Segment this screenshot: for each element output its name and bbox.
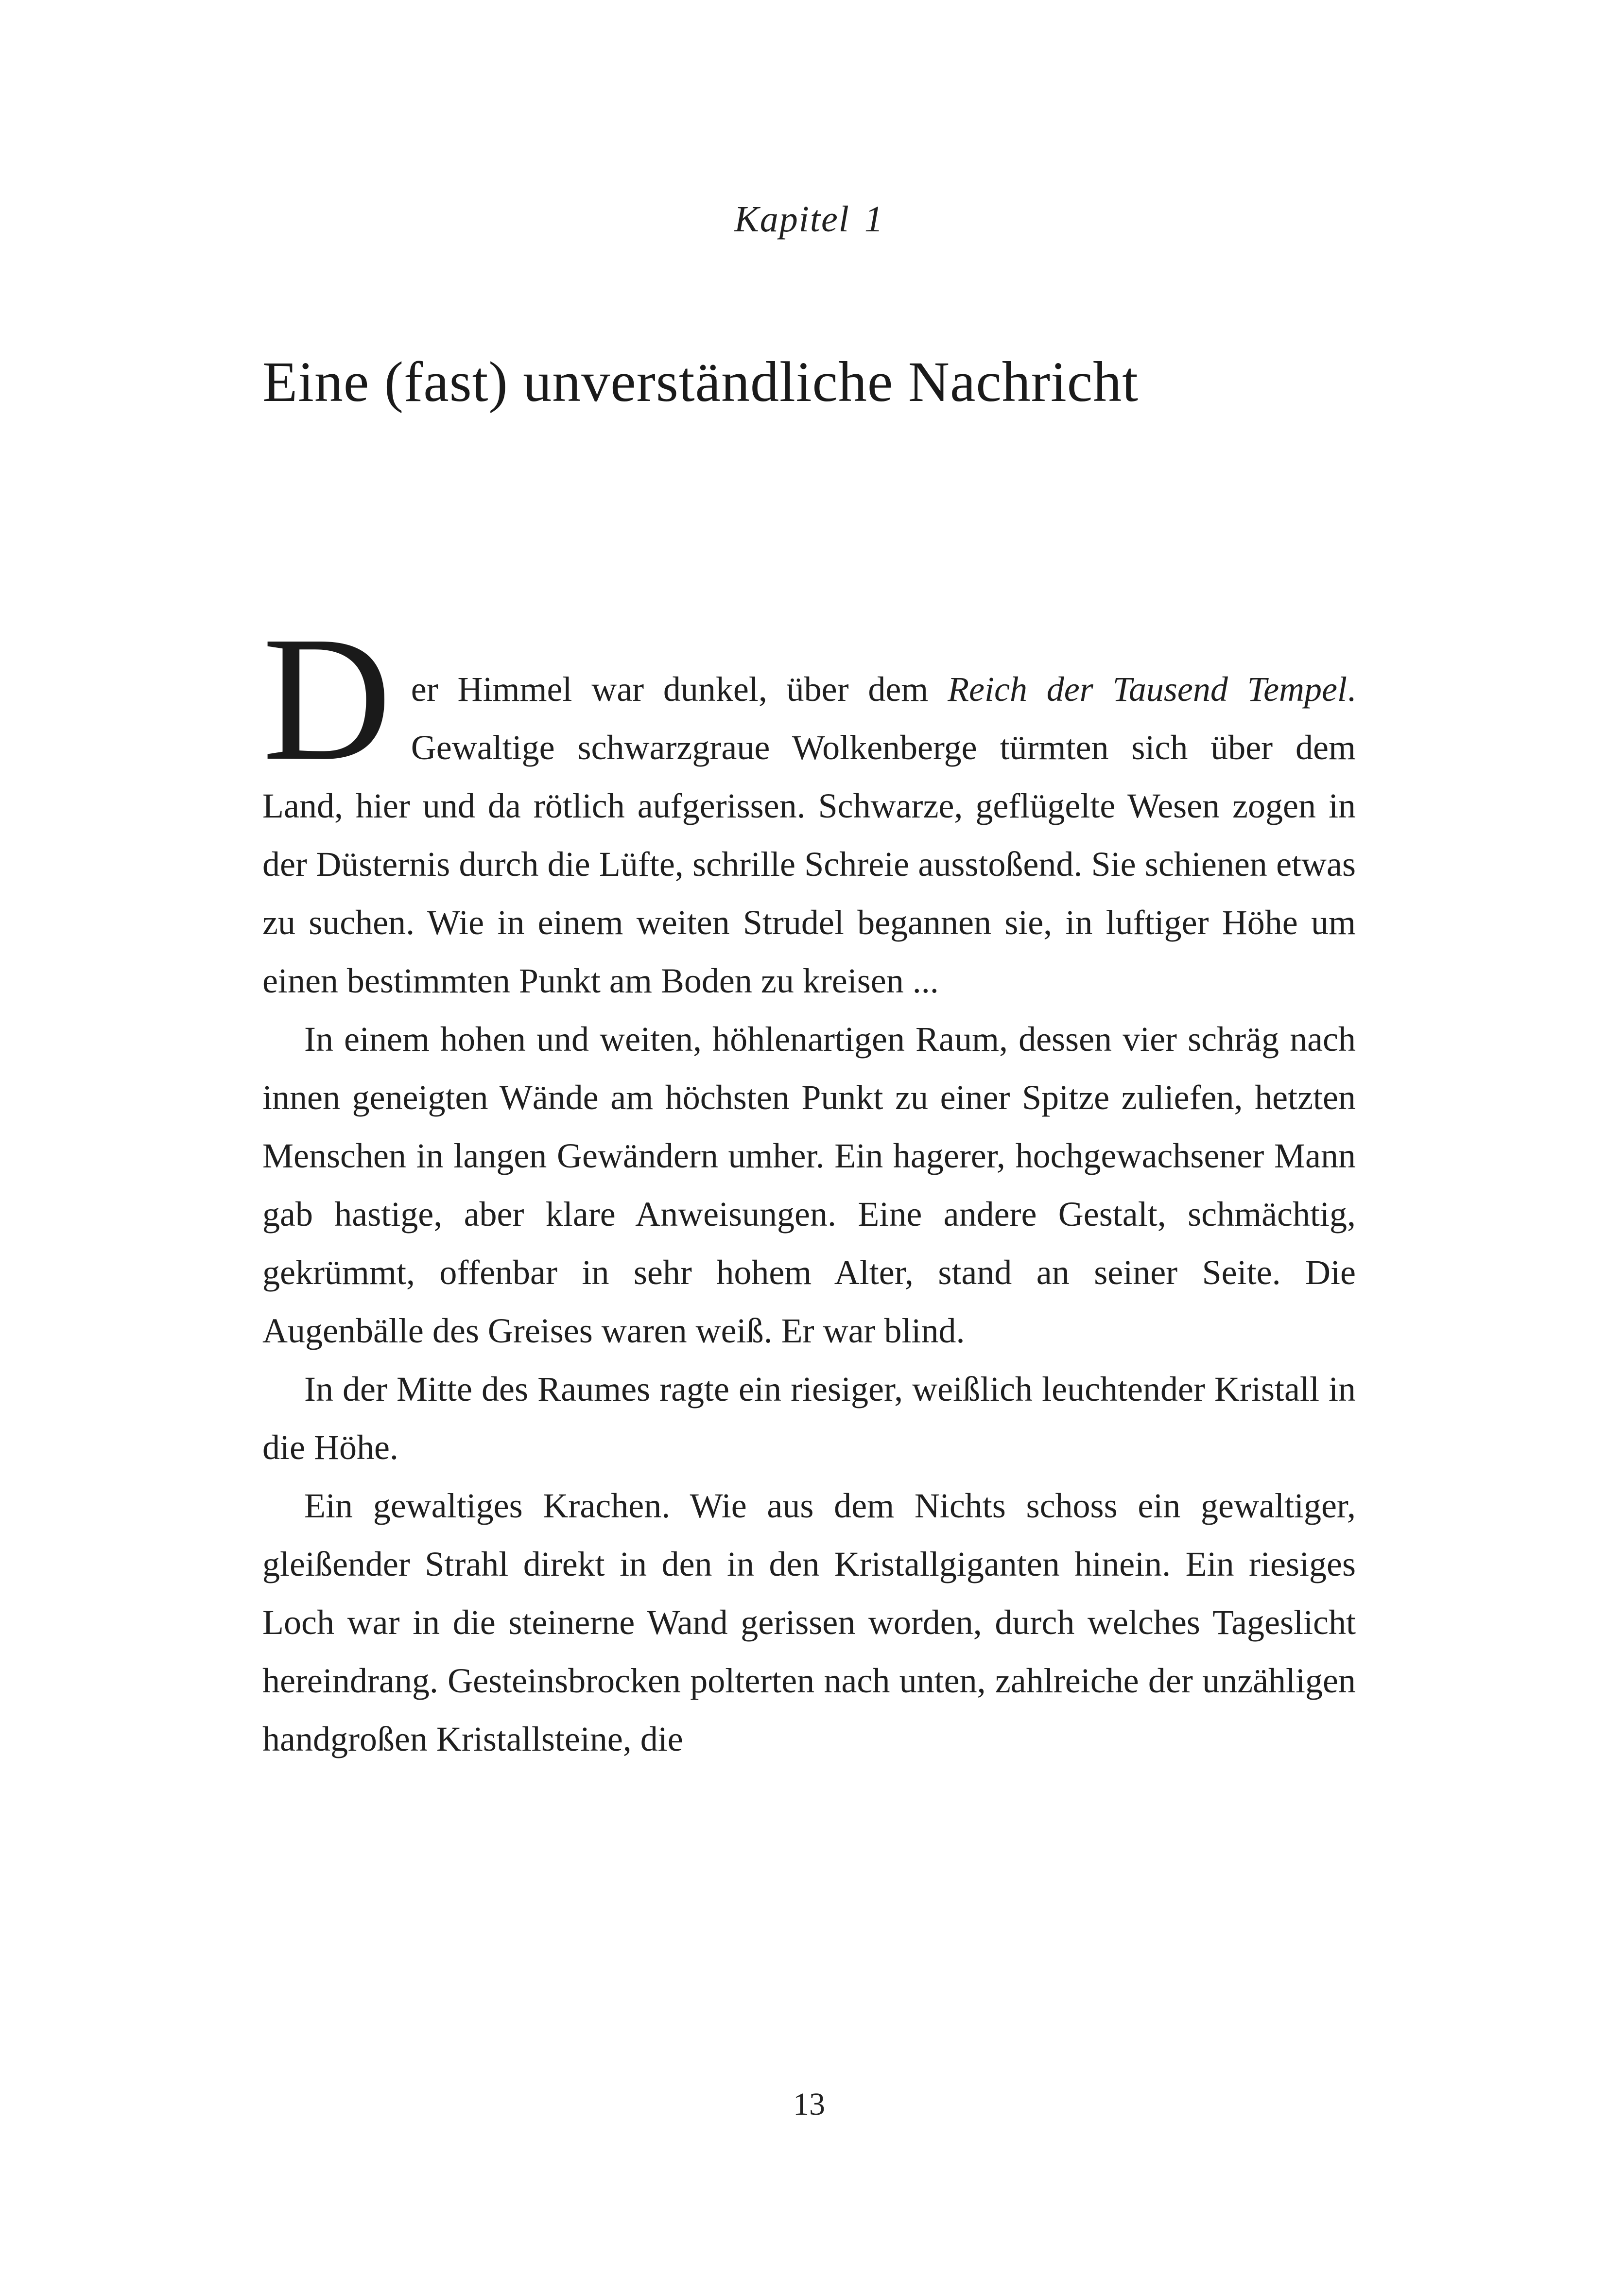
paragraph-1 [262,599,1356,1010]
chapter-label-text: Kapitel [734,199,850,240]
paragraph-1-italic-title: Reich der Tausend Tempel [948,670,1347,709]
paragraph-4: Ein gewaltiges Krachen. Wie aus dem Nichts schoss ein gewaltiger, gleißender Strahl direkt in den in den Kristallgiganten hinein. Ein riesiges Loch war in die steinerne Wand gerissen worden, durch welches Tageslicht hereindrang. Gesteinsbrocken polterten nach unten, zahlreiche der unzähligen handgroßen Kristallsteine, die [262,1486,1356,1758]
paragraph-3: In der Mitte des Raumes ragte ein riesiger, weißlich leuchtender Kristall in die Höhe. [262,1370,1356,1467]
paragraph-1-text-pre: er Himmel war dunkel, über dem [411,670,948,709]
chapter-label [262,198,1356,241]
page-number: 13 [793,2087,825,2122]
chapter-title: Eine (fast) unverständliche Nachricht [262,350,1139,414]
paragraph-1-text-post: . Gewaltige schwarzgraue Wolkenberge türmten sich über dem Land, hier und da rötlich aufgerissen. Schwarze, geflügelte Wesen zogen in der Düsternis durch die Lüfte, schrille Schreie ausstoßend. Sie schienen etwas zu suchen. Wie in einem weiten Strudel begannen sie, in luftiger Höhe um einen bestimmten Punkt am Boden zu kreisen ... [262,670,1356,1000]
paragraph-2: In einem hohen und weiten, höhlenartigen Raum, dessen vier schräg nach innen geneigten Wände am höchsten Punkt zu einer Spitze zuliefen, hetzten Menschen in langen Gewändern umher. Ein hagerer, hochgewachsener Mann gab hastige, aber klare Anweisungen. Eine andere Gestalt, schmächtig, gekrümmt, offenbar in sehr hohem Alter, stand an seiner Seite. Die Augenbälle des Greises waren weiß. Er war blind. [262,1020,1356,1350]
chapter-body [262,599,1356,1768]
drop-cap: D [262,599,392,798]
chapter-number: 1 [864,199,884,240]
